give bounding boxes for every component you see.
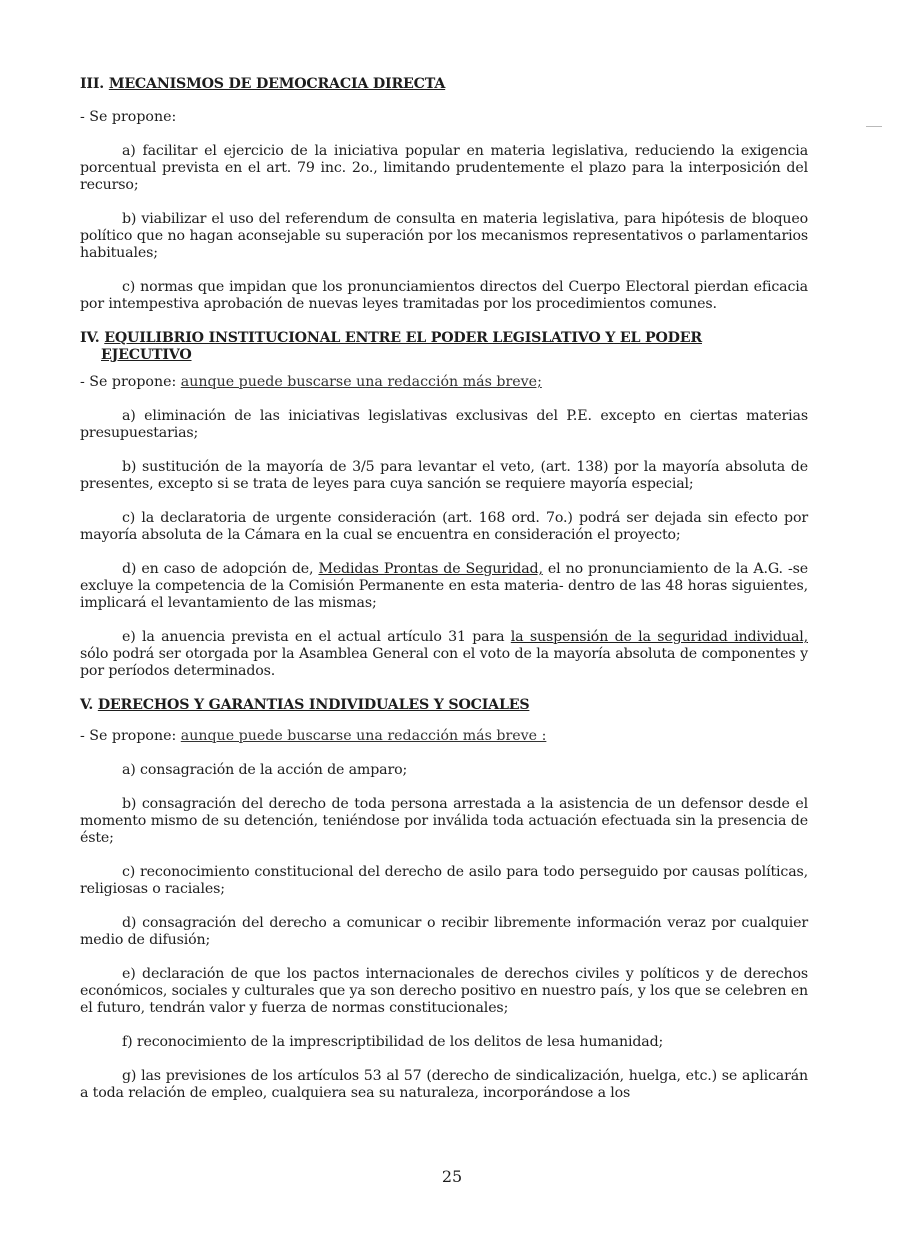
list-item	[80, 561, 808, 612]
scan-mark	[866, 126, 882, 127]
list-item: e) declaración de que los pactos internacionales de derechos civiles y políticos y de derechos económicos, sociales y culturales que ya son derecho positivo en nuestro país, y los que se celebren en el futuro, tendrán valor y fuerza de normas constitucionales;	[80, 966, 808, 1016]
section-heading-iv	[80, 330, 808, 364]
list-item: d) consagración del derecho a comunicar o recibir libremente información veraz por cualquier medio de difusión;	[80, 915, 808, 948]
list-item: b) sustitución de la mayoría de 3/5 para levantar el veto, (art. 138) por la mayoría absoluta de presentes, excepto si se trata de leyes para cuya sanción se requiere mayoría especial;	[80, 459, 808, 492]
item-text: d) en caso de adopción de,	[122, 561, 319, 577]
item-underlined: la suspensión de la seguridad individual,	[510, 629, 808, 645]
list-item: g) las previsiones de los artículos 53 al 57 (derecho de sindicalización, huelga, etc.) se aplicarán a toda relación de empleo, cualquiera sea su naturaleza, incorporándose a los	[80, 1068, 808, 1101]
intro-prefix: - Se propone:	[80, 374, 181, 390]
item-text: el no pronunciamiento de la A.G. -se excluye la competencia de la Comisión Permanente en esta materia- dentro de las 48 horas siguientes, implicará el levantamiento de las mismas;	[80, 561, 808, 611]
list-item: c) normas que impidan que los pronunciamientos directos del Cuerpo Electoral pierdan eficacia por intempestiva aprobación de nuevas leyes tramitadas por los procedimientos comunes.	[80, 279, 808, 312]
intro-underlined: aunque puede buscarse una redacción más breve;	[180, 374, 542, 390]
section-title: DERECHOS Y GARANTIAS INDIVIDUALES Y SOCIALES	[97, 697, 530, 713]
item-text: sólo podrá ser otorgada por la Asamblea General con el voto de la mayoría absoluta de componentes y por períodos determinados.	[80, 646, 808, 679]
intro-prefix: - Se propone:	[80, 728, 181, 744]
section-title-line2: EJECUTIVO	[101, 347, 192, 363]
section-title: MECANISMOS DE DEMOCRACIA DIRECTA	[108, 76, 446, 92]
document-body	[80, 76, 808, 1119]
list-item: b) viabilizar el uso del referendum de consulta en materia legislativa, para hipótesis de bloqueo político que no hagan aconsejable su superación por los mecanismos representativos o parlamentarios habituales;	[80, 211, 808, 261]
section-number: III.	[80, 76, 105, 92]
list-item	[80, 629, 808, 680]
section-intro	[80, 374, 808, 391]
section-intro: - Se propone:	[80, 109, 177, 125]
page-number: 25	[441, 1167, 463, 1186]
item-text: e) la anuencia prevista en el actual artículo 31 para	[122, 629, 511, 645]
section-title-line1: EQUILIBRIO INSTITUCIONAL ENTRE EL PODER LEGISLATIVO Y EL PODER	[104, 330, 702, 346]
section-number: V.	[80, 697, 94, 713]
list-item: f) reconocimiento de la imprescriptibilidad de los delitos de lesa humanidad;	[122, 1034, 664, 1050]
list-item: c) la declaratoria de urgente consideración (art. 168 ord. 7o.) podrá ser dejada sin efecto por mayoría absoluta de la Cámara en la cual se encuentra en consideración el proyecto;	[80, 510, 808, 543]
section-heading-iii	[80, 76, 808, 93]
list-item: a) facilitar el ejercicio de la iniciativa popular en materia legislativa, reduciendo la exigencia porcentual prevista en el art. 79 inc. 2o., limitando prudentemente el plazo para la interposición del recurso;	[80, 143, 808, 193]
list-item: a) eliminación de las iniciativas legislativas exclusivas del P.E. excepto en ciertas materias presupuestarias;	[80, 408, 808, 441]
section-intro	[80, 728, 808, 745]
section-heading-v	[80, 697, 808, 714]
list-item: c) reconocimiento constitucional del derecho de asilo para todo perseguido por causas políticas, religiosas o raciales;	[80, 864, 808, 897]
list-item: b) consagración del derecho de toda persona arrestada a la asistencia de un defensor desde el momento mismo de su detención, teniéndose por inválida toda actuación efectuada sin la presencia de éste;	[80, 796, 808, 846]
item-underlined: Medidas Prontas de Seguridad,	[318, 561, 543, 577]
intro-underlined: aunque puede buscarse una redacción más breve :	[180, 728, 547, 744]
section-number: IV.	[80, 330, 100, 346]
list-item: a) consagración de la acción de amparo;	[122, 762, 408, 778]
